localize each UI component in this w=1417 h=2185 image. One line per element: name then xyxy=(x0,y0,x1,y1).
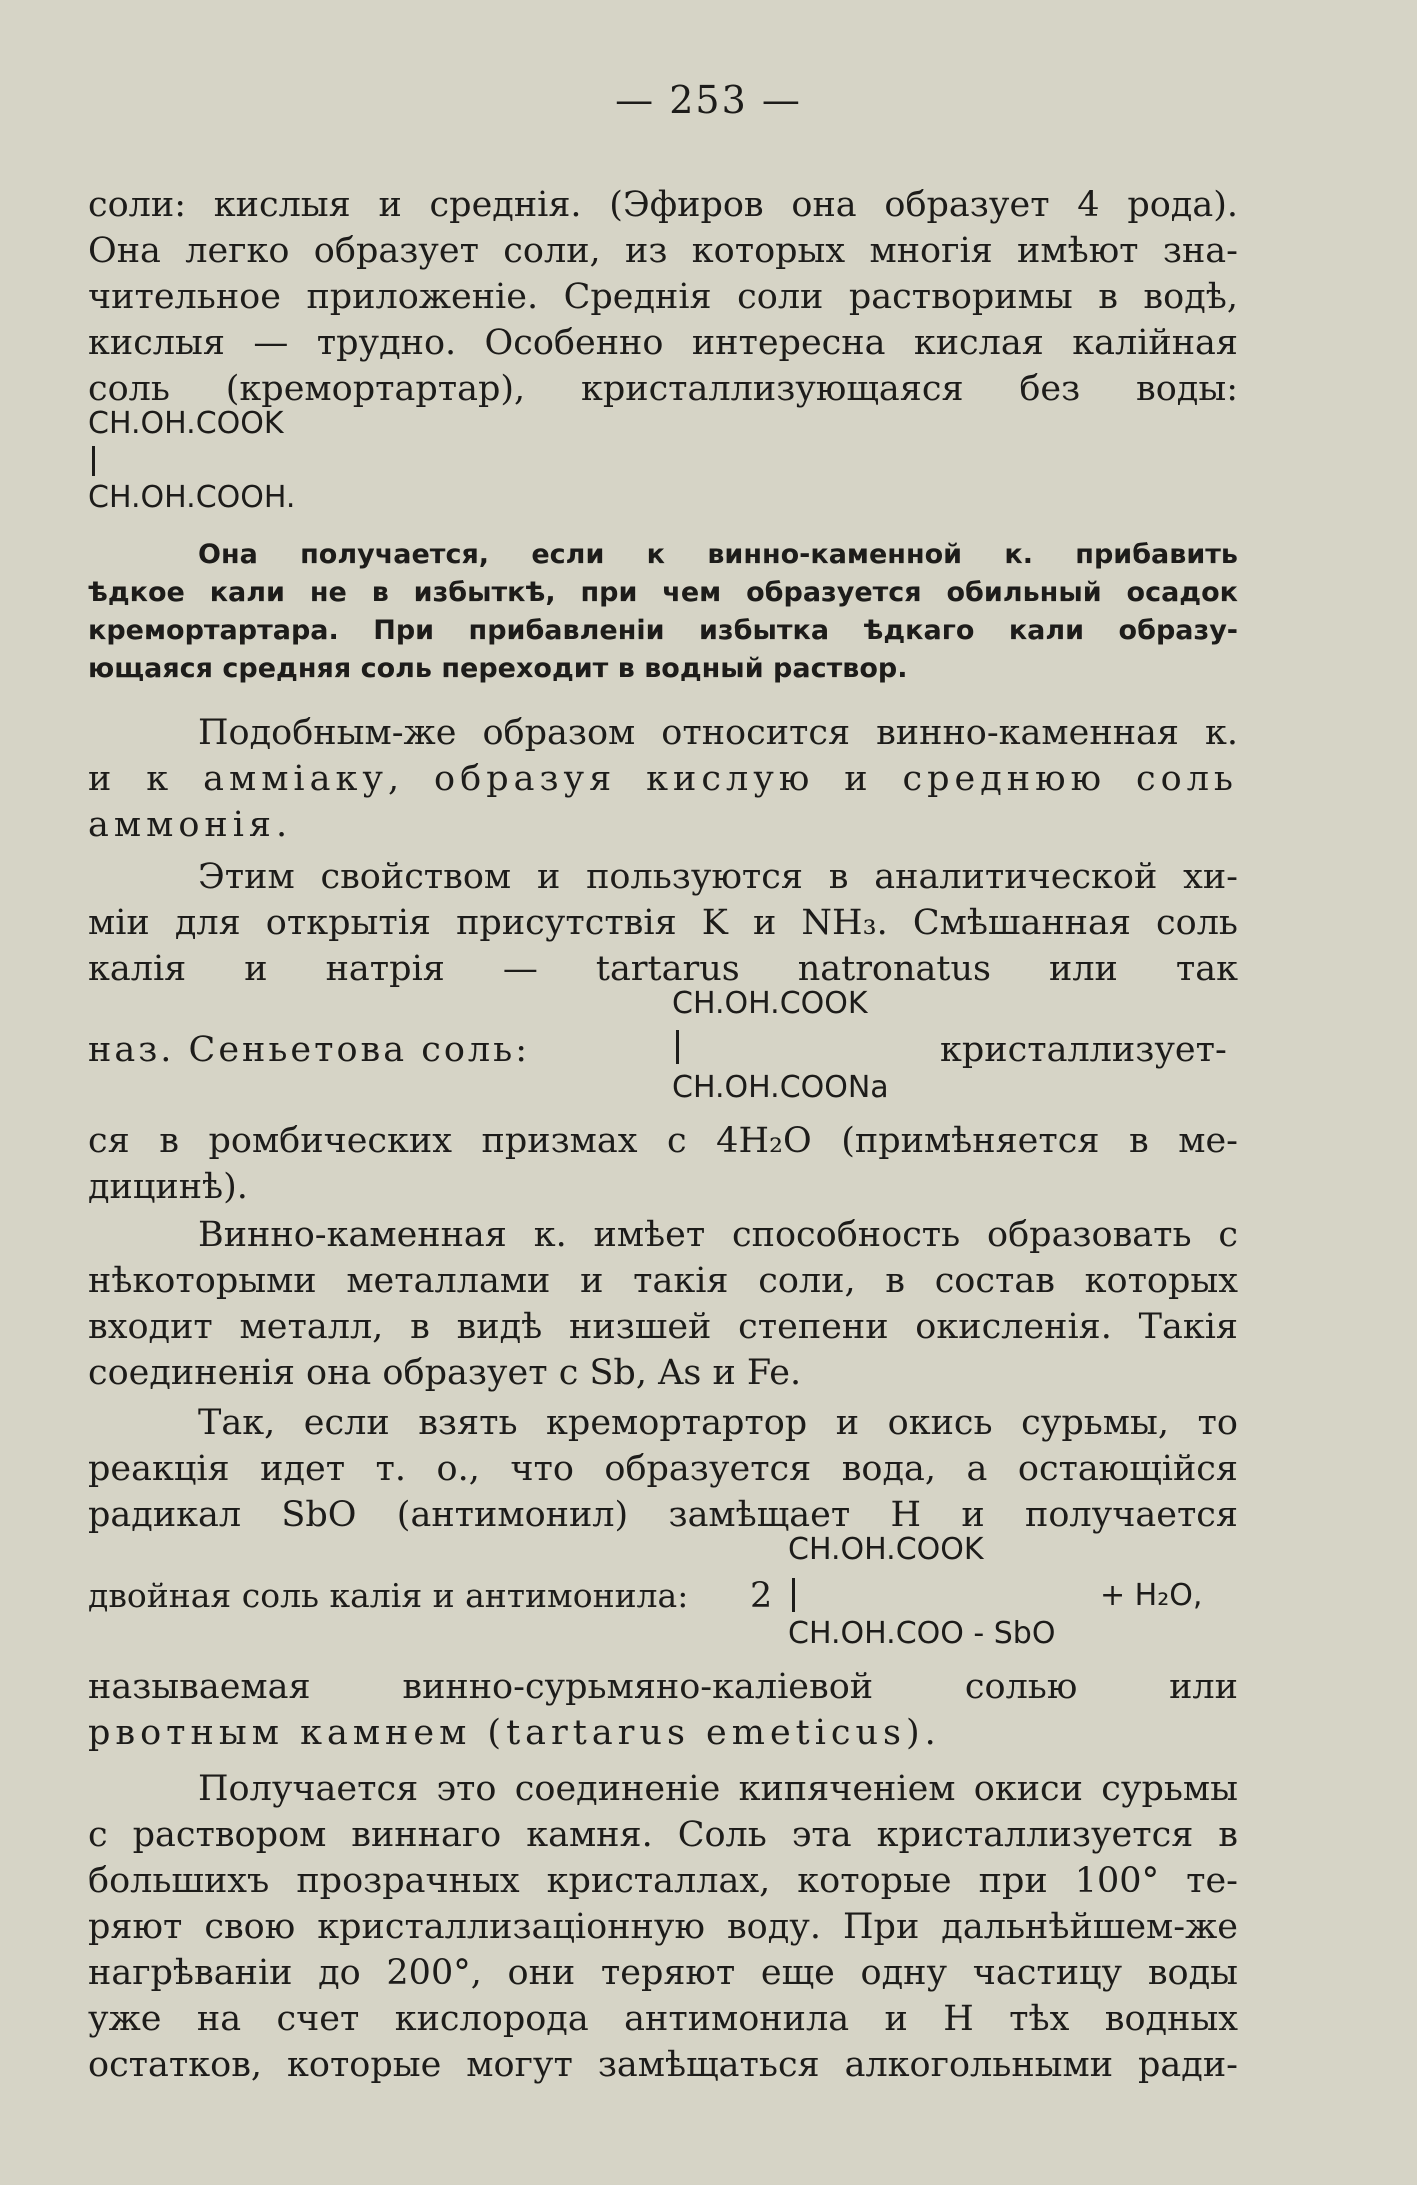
formula1-line-1: CH.OH.COOK xyxy=(88,406,284,441)
p4-line-3: входит металл, в видѣ низшей степени окисленія. Такія xyxy=(88,1307,1238,1347)
p5-line-3: радикал SbO (антимонил) замѣщает H и получается xyxy=(88,1495,1238,1535)
seignette-suffix: кристаллизует- xyxy=(940,1030,1227,1070)
emetic-suffix: + H₂O, xyxy=(1100,1578,1203,1613)
p2-line-3: аммонія. xyxy=(88,805,293,845)
p3-end-line-1: ся в ромбических призмах с 4H₂O (примѣняется в ме- xyxy=(88,1121,1238,1161)
p5-line-2: реакція идет т. о., что образуется вода, а остающійся xyxy=(88,1449,1238,1489)
small-line-1: Она получается, если к винно-каменной к. прибавить xyxy=(198,539,1238,570)
small-line-2: ѣдкое кали не в избыткѣ, при чем образуется обильный осадок xyxy=(88,577,1238,608)
p4-line-4: соединенія она образует с Sb, As и Fe. xyxy=(88,1353,802,1393)
small-line-4: ющаяся средняя соль переходит в водный раствор. xyxy=(88,653,908,684)
p3-line-2: міи для открытія присутствія K и NH₃. Смѣшанная соль xyxy=(88,903,1238,943)
p1-line-4: кислыя — трудно. Особенно интересна кислая калійная xyxy=(88,323,1238,363)
p1-line-2: Она легко образует соли, из которых многія имѣют зна- xyxy=(88,231,1238,271)
p6-line-1: Получается это соединеніе кипяченіем окиси сурьмы xyxy=(198,1769,1238,1809)
p4-line-1: Винно-каменная к. имѣет способность образовать с xyxy=(198,1215,1238,1255)
p5-line-1: Так, если взять кремортартор и окись сурьмы, то xyxy=(198,1403,1238,1443)
p6-line-4: ряют свою кристаллизаціонную воду. При дальнѣйшем-же xyxy=(88,1907,1238,1947)
p6-line-3: большихъ прозрачных кристаллах, которые при 100° те- xyxy=(88,1861,1238,1901)
seignette-prefix: наз. Сеньетова соль: xyxy=(88,1030,531,1070)
seignette-formula-bottom: CH.OH.COONa xyxy=(672,1070,889,1105)
p2-line-2: и к амміаку, образуя кислую и среднюю соль xyxy=(88,759,1238,799)
emetic-coefficient: 2 xyxy=(750,1576,773,1616)
p4-line-2: нѣкоторыми металлами и такія соли, в состав которых xyxy=(88,1261,1238,1301)
p6-line-2: с раствором виннаго камня. Соль эта кристаллизуется в xyxy=(88,1815,1238,1855)
seignette-formula-top: CH.OH.COOK xyxy=(672,986,868,1021)
seignette-bond xyxy=(676,1030,679,1064)
p2-line-1: Подобным-же образом относится винно-каменная к. xyxy=(198,713,1238,753)
p3-line-3: калія и натрія — tartarus natronatus или так xyxy=(88,949,1238,989)
formula1-bond xyxy=(92,446,95,476)
p6-line-7: остатков, которые могут замѣщаться алкогольными ради- xyxy=(88,2045,1238,2085)
page-number: — 253 — xyxy=(615,78,802,122)
emetic-bond xyxy=(792,1578,795,1612)
small-line-3: кремортартара. При прибавленіи избытка ѣдкаго кали образу- xyxy=(88,615,1238,646)
emetic-formula-bottom: CH.OH.COO - SbO xyxy=(788,1616,1056,1651)
p1-line-1: соли: кислыя и среднія. (Эфиров она образует 4 рода). xyxy=(88,185,1238,225)
p1-line-3: чительное приложеніе. Среднія соли растворимы в водѣ, xyxy=(88,277,1238,317)
formula1-line-2: CH.OH.COOH. xyxy=(88,480,296,515)
p1-line-5: соль (кремортартар), кристаллизующаяся без воды: xyxy=(88,369,1238,409)
p6-line-6: уже на счет кислорода антимонила и H тѣх водных xyxy=(88,1999,1238,2039)
emetic-prefix: двойная соль калія и антимонила: xyxy=(88,1576,689,1615)
p6-line-5: нагрѣваніи до 200°, они теряют еще одну частицу воды xyxy=(88,1953,1238,1993)
emetic-formula-top: CH.OH.COOK xyxy=(788,1532,984,1567)
p3-end-line-2: дицинѣ). xyxy=(88,1167,248,1207)
p3-line-1: Этим свойством и пользуются в аналитической хи- xyxy=(198,857,1238,897)
p5-end-line-2: рвотным камнем (tartarus emeticus). xyxy=(88,1713,941,1753)
p5-end-line-1: называемая винно-сурьмяно-каліевой солью или xyxy=(88,1667,1238,1707)
